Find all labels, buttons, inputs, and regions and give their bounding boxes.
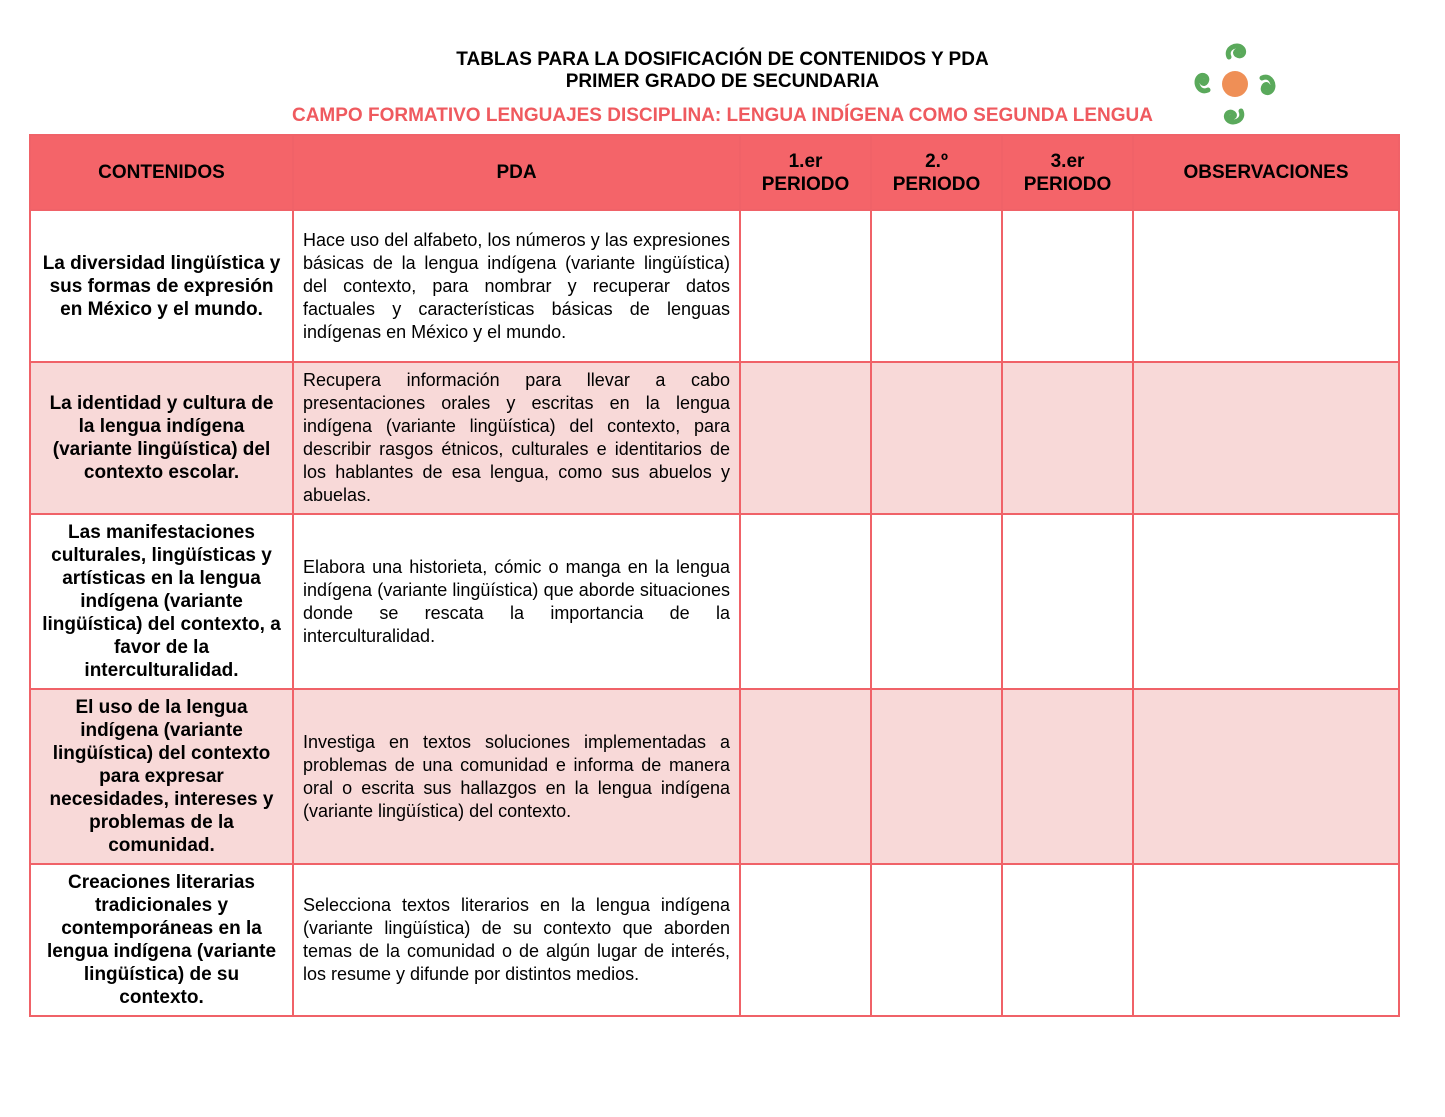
- table-row: [30, 210, 1399, 362]
- periodo-1-cell: [740, 362, 871, 514]
- column-header-observaciones: OBSERVACIONES: [1133, 135, 1399, 210]
- campo-formativo-subtitle: CAMPO FORMATIVO LENGUAJES DISCIPLINA: LENGUA INDÍGENA COMO SEGUNDA LENGUA: [291, 105, 1153, 126]
- table-row: [30, 689, 1399, 864]
- contenido-cell: Creaciones literarias tradicionales y contemporáneas en la lengua indígena (variante lingüística) de su contexto.: [30, 864, 293, 1016]
- periodo-2-cell: [871, 514, 1002, 689]
- column-header-periodo-2: [871, 135, 1002, 210]
- periodo-1-cell: [740, 689, 871, 864]
- periodo-3-cell: [1002, 362, 1133, 514]
- swirl-logo-icon: [1189, 40, 1281, 128]
- pda-cell: Elabora una historieta, cómic o manga en la lengua indígena (variante lingüística) que aborde situaciones donde se rescata la importancia de la interculturalidad.: [293, 514, 740, 689]
- observaciones-cell: [1133, 210, 1399, 362]
- column-header-contenidos: CONTENIDOS: [30, 135, 293, 210]
- column-header-label: PERIODO: [1023, 173, 1112, 195]
- periodo-1-cell: [740, 864, 871, 1016]
- pda-cell: Investiga en textos soluciones implementadas a problemas de una comunidad e informa de manera oral o escrita sus hallazgos en la lengua indígena (variante lingüística) del contexto.: [293, 689, 740, 864]
- contenido-cell: La identidad y cultura de la lengua indígena (variante lingüística) del contexto escolar.: [30, 362, 293, 514]
- table-row: [30, 362, 1399, 514]
- observaciones-cell: [1133, 864, 1399, 1016]
- periodo-3-cell: [1002, 689, 1133, 864]
- column-header-label: PERIODO: [892, 173, 981, 195]
- periodo-1-cell: [740, 514, 871, 689]
- pda-cell: Hace uso del alfabeto, los números y las expresiones básicas de la lengua indígena (variante lingüística) del contexto, para nombrar y recuperar datos factuales y características básicas de lenguas indígenas en México y el mundo.: [293, 210, 740, 362]
- column-header-pda: PDA: [293, 135, 740, 210]
- periodo-2-cell: [871, 689, 1002, 864]
- contenido-cell: La diversidad lingüística y sus formas de expresión en México y el mundo.: [30, 210, 293, 362]
- table-row: [30, 514, 1399, 689]
- periodo-3-cell: [1002, 210, 1133, 362]
- grade-title: PRIMER GRADO DE SECUNDARIA: [565, 71, 880, 92]
- periodo-2-cell: [871, 362, 1002, 514]
- periodo-1-cell: [740, 210, 871, 362]
- observaciones-cell: [1133, 689, 1399, 864]
- column-header-periodo-1: [740, 135, 871, 210]
- pda-cell: Recupera información para llevar a cabo presentaciones orales y escritas en la lengua indígena (variante lingüística) del contexto, para describir rasgos étnicos, culturales e identitarios de los hablantes de esa lengua, como sus abuelos y abuelas.: [293, 362, 740, 514]
- periodo-3-cell: [1002, 864, 1133, 1016]
- observaciones-cell: [1133, 514, 1399, 689]
- column-header-label: 2.º: [925, 150, 948, 172]
- column-header-label: 3.er: [1050, 150, 1085, 172]
- column-header-label: 1.er: [788, 150, 823, 172]
- table-row: [30, 864, 1399, 1016]
- column-header-label: PERIODO: [761, 173, 850, 195]
- observaciones-cell: [1133, 362, 1399, 514]
- pda-cell: Selecciona textos literarios en la lengua indígena (variante lingüística) de su contexto que aborden temas de la comunidad o de algún lugar de interés, los resume y difunde por distintos medios.: [293, 864, 740, 1016]
- periodo-3-cell: [1002, 514, 1133, 689]
- periodo-2-cell: [871, 864, 1002, 1016]
- column-header-periodo-3: [1002, 135, 1133, 210]
- document-title: TABLAS PARA LA DOSIFICACIÓN DE CONTENIDOS Y PDA: [456, 49, 989, 70]
- periodo-2-cell: [871, 210, 1002, 362]
- contenido-cell: El uso de la lengua indígena (variante lingüística) del contexto para expresar necesidades, intereses y problemas de la comunidad.: [30, 689, 293, 864]
- table-header-row: [30, 135, 1399, 210]
- contenido-cell: Las manifestaciones culturales, lingüísticas y artísticas en la lengua indígena (variante lingüística) del contexto, a favor de la interculturalidad.: [30, 514, 293, 689]
- dosificacion-table: [29, 134, 1400, 1017]
